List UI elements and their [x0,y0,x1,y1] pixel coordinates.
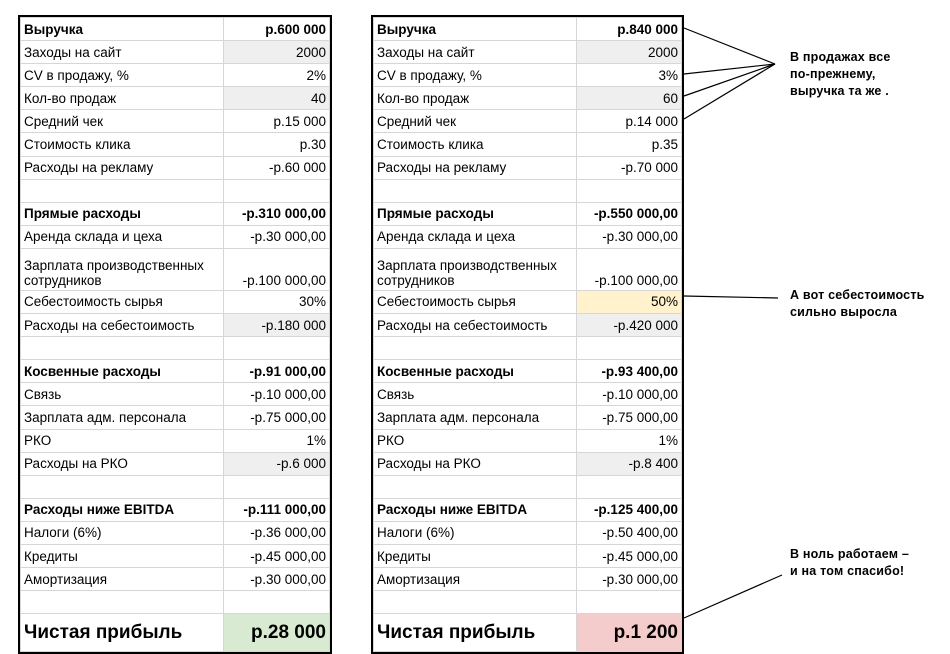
row-value[interactable]: -р.100 000,00 [224,248,330,290]
note-cost-line: А вот себестоимость [790,288,925,302]
row-value[interactable]: 50% [577,290,682,313]
row-label: Прямые расходы [374,202,577,225]
row-value[interactable]: -р.180 000 [224,314,330,337]
row-label: Косвенные расходы [374,360,577,383]
row-label: Зарплата производственных сотрудников [374,248,577,290]
row-value[interactable]: -р.91 000,00 [224,360,330,383]
row-label: Расходы на РКО [21,452,224,475]
row-value[interactable]: р.600 000 [224,18,330,41]
row-value[interactable]: -р.550 000,00 [577,202,682,225]
row-label: Расходы на РКО [374,452,577,475]
row-label: Налоги (6%) [374,521,577,544]
row-value[interactable]: 2000 [224,41,330,64]
row-value[interactable]: 40 [224,87,330,110]
row-label: Выручка [21,18,224,41]
row-value[interactable]: 60 [577,87,682,110]
row-value[interactable]: -р.111 000,00 [224,498,330,521]
row-value[interactable]: -р.125 400,00 [577,498,682,521]
arrow-line-net-profit [684,575,782,618]
row-value[interactable]: р.840 000 [577,18,682,41]
note-cost [790,287,945,321]
row-value[interactable]: 3% [577,64,682,87]
row-value[interactable]: -р.45 000,00 [577,544,682,567]
row-value[interactable]: -р.60 000 [224,156,330,179]
row-label: Прямые расходы [21,202,224,225]
row-label: Стоимость клика [374,133,577,156]
note-sales [790,49,940,100]
row-label: Выручка [374,18,577,41]
row-value[interactable]: -р.36 000,00 [224,521,330,544]
note-sales-line: по-прежнему, [790,67,876,81]
row-label: Расходы на рекламу [374,156,577,179]
row-value[interactable]: 30% [224,290,330,313]
row-label: Налоги (6%) [21,521,224,544]
row-value[interactable]: -р.8 400 [577,452,682,475]
note-zero-line: и на том спасибо! [790,564,905,578]
row-label: Аренда склада и цеха [21,225,224,248]
row-label: Себестоимость сырья [21,290,224,313]
note-zero-line: В ноль работаем – [790,547,910,561]
row-value[interactable]: -р.30 000,00 [577,568,682,591]
row-label: CV в продажу, % [374,64,577,87]
row-label: Средний чек [374,110,577,133]
row-label: Амортизация [21,568,224,591]
row-value[interactable]: -р.93 400,00 [577,360,682,383]
row-value[interactable]: -р.10 000,00 [224,383,330,406]
row-value[interactable]: -р.6 000 [224,452,330,475]
row-value[interactable]: р.30 [224,133,330,156]
arrow-line-revenue [684,28,775,64]
row-label: Расходы на рекламу [21,156,224,179]
row-label: Расходы ниже EBITDA [374,498,577,521]
row-value[interactable]: -р.10 000,00 [577,383,682,406]
row-label: Кол-во продаж [374,87,577,110]
row-value[interactable]: -р.100 000,00 [577,248,682,290]
row-label: Амортизация [374,568,577,591]
row-label: Расходы на себестоимость [374,314,577,337]
row-label: Чистая прибыль [21,614,224,652]
row-value[interactable]: -р.420 000 [577,314,682,337]
row-label: Расходы ниже EBITDA [21,498,224,521]
row-value[interactable]: р.28 000 [224,614,330,652]
note-cost-line: сильно выросла [790,305,898,319]
row-value[interactable]: -р.45 000,00 [224,544,330,567]
row-value[interactable]: р.15 000 [224,110,330,133]
row-label: Зарплата адм. персонала [374,406,577,429]
row-value[interactable]: -р.75 000,00 [577,406,682,429]
row-value[interactable]: -р.70 000 [577,156,682,179]
row-value[interactable]: 1% [577,429,682,452]
row-label: Зарплата адм. персонала [21,406,224,429]
row-label: Заходы на сайт [374,41,577,64]
row-label: Аренда склада и цеха [374,225,577,248]
row-label: Чистая прибыль [374,614,577,652]
row-value[interactable]: -р.50 400,00 [577,521,682,544]
row-value[interactable]: 2% [224,64,330,87]
row-label: Косвенные расходы [21,360,224,383]
row-label: Расходы на себестоимость [21,314,224,337]
row-label: Кредиты [21,544,224,567]
row-label: РКО [374,429,577,452]
row-label: Зарплата производственных сотрудников [21,248,224,290]
row-label: Себестоимость сырья [374,290,577,313]
row-label: Заходы на сайт [21,41,224,64]
row-value[interactable]: р.1 200 [577,614,682,652]
row-value[interactable]: -р.30 000,00 [224,568,330,591]
row-value[interactable]: 1% [224,429,330,452]
note-sales-line: выручка та же . [790,84,889,98]
row-label: РКО [21,429,224,452]
row-label: Стоимость клика [21,133,224,156]
row-value[interactable]: р.14 000 [577,110,682,133]
row-label: Связь [374,383,577,406]
row-value[interactable]: -р.30 000,00 [577,225,682,248]
row-label: Кол-во продаж [21,87,224,110]
row-value[interactable]: 2000 [577,41,682,64]
row-label: Кредиты [374,544,577,567]
row-value[interactable]: -р.75 000,00 [224,406,330,429]
row-value[interactable]: -р.30 000,00 [224,225,330,248]
row-label: Средний чек [21,110,224,133]
row-label: CV в продажу, % [21,64,224,87]
row-value[interactable]: р.35 [577,133,682,156]
arrow-line-raw-cost [684,296,778,298]
note-sales-line: В продажах все [790,50,891,64]
note-zero [790,546,940,580]
row-label: Связь [21,383,224,406]
row-value[interactable]: -р.310 000,00 [224,202,330,225]
